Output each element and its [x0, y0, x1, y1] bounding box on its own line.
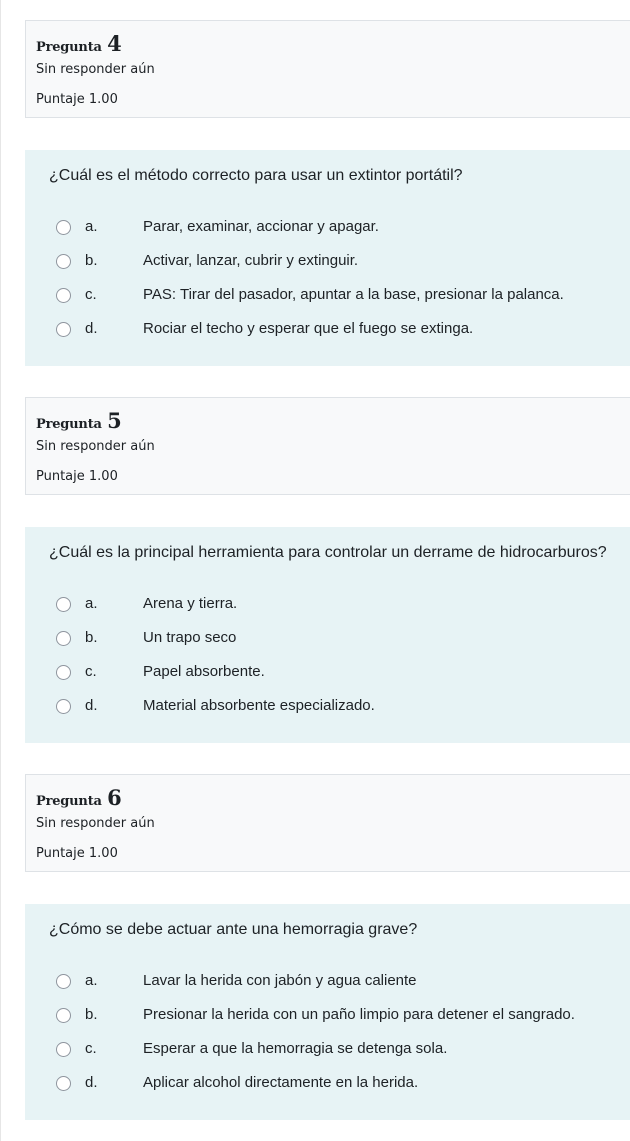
question-label: Pregunta [36, 40, 102, 55]
question-label: Pregunta [36, 794, 102, 809]
option-text[interactable]: Rociar el techo y esperar que el fuego se extinga. [143, 320, 474, 337]
radio-button[interactable] [56, 220, 71, 235]
option-text[interactable]: Parar, examinar, accionar y apagar. [143, 218, 379, 235]
question-number: 6 [107, 785, 122, 810]
radio-button[interactable] [56, 254, 71, 269]
option-text[interactable]: Aplicar alcohol directamente en la herida. [143, 1074, 419, 1091]
option-letter: d. [85, 697, 98, 714]
answer-option-b[interactable] [56, 629, 630, 649]
option-letter: c. [85, 663, 97, 680]
question-info-5 [25, 397, 630, 495]
question-content-5 [25, 527, 630, 743]
radio-button[interactable] [56, 322, 71, 337]
question-state: Sin responder aún [36, 816, 155, 831]
radio-button[interactable] [56, 597, 71, 612]
question-text: ¿Cuál es el método correcto para usar un extintor portátil? [49, 167, 463, 184]
answer-option-c[interactable] [56, 663, 630, 683]
question-text: ¿Cuál es la principal herramienta para controlar un derrame de hidrocarburos? [49, 544, 607, 561]
question-state: Sin responder aún [36, 62, 155, 77]
question-heading [36, 31, 122, 56]
radio-button[interactable] [56, 699, 71, 714]
option-text[interactable]: Esperar a que la hemorragia se detenga sola. [143, 1040, 448, 1057]
answer-option-c[interactable] [56, 1040, 630, 1060]
answer-option-c[interactable] [56, 286, 630, 306]
option-letter: b. [85, 252, 98, 269]
option-text[interactable]: Activar, lanzar, cubrir y extinguir. [143, 252, 359, 269]
option-text[interactable]: Presionar la herida con un paño limpio para detener el sangrado. [143, 1006, 575, 1023]
question-grade: Puntaje 1.00 [36, 846, 118, 861]
option-letter: c. [85, 286, 97, 303]
answer-option-a[interactable] [56, 218, 630, 238]
question-number: 5 [107, 408, 122, 433]
option-text[interactable]: Un trapo seco [143, 629, 237, 646]
question-grade: Puntaje 1.00 [36, 469, 118, 484]
radio-button[interactable] [56, 974, 71, 989]
option-letter: b. [85, 629, 98, 646]
radio-button[interactable] [56, 1042, 71, 1057]
option-letter: a. [85, 595, 98, 612]
question-content-6 [25, 904, 630, 1120]
answer-option-d[interactable] [56, 1074, 630, 1094]
option-text[interactable]: Papel absorbente. [143, 663, 265, 680]
radio-button[interactable] [56, 1008, 71, 1023]
question-label: Pregunta [36, 417, 102, 432]
question-content-4 [25, 150, 630, 366]
answer-option-d[interactable] [56, 320, 630, 340]
radio-button[interactable] [56, 665, 71, 680]
question-text: ¿Cómo se debe actuar ante una hemorragia grave? [49, 921, 418, 938]
option-text[interactable]: Arena y tierra. [143, 595, 238, 612]
question-info-4 [25, 20, 630, 118]
question-heading [36, 408, 122, 433]
radio-button[interactable] [56, 288, 71, 303]
answer-option-d[interactable] [56, 697, 630, 717]
answer-option-b[interactable] [56, 252, 630, 272]
radio-button[interactable] [56, 631, 71, 646]
option-letter: c. [85, 1040, 97, 1057]
option-letter: a. [85, 218, 98, 235]
answer-option-b[interactable] [56, 1006, 630, 1026]
option-letter: b. [85, 1006, 98, 1023]
radio-button[interactable] [56, 1076, 71, 1091]
answer-option-a[interactable] [56, 972, 630, 992]
question-state: Sin responder aún [36, 439, 155, 454]
option-letter: a. [85, 972, 98, 989]
option-letter: d. [85, 320, 98, 337]
option-letter: d. [85, 1074, 98, 1091]
option-text[interactable]: Lavar la herida con jabón y agua caliente [143, 972, 417, 989]
option-text[interactable]: Material absorbente especializado. [143, 697, 375, 714]
question-number: 4 [107, 31, 122, 56]
answer-option-a[interactable] [56, 595, 630, 615]
page-left-border [0, 0, 1, 1141]
question-heading [36, 785, 122, 810]
question-info-6 [25, 774, 630, 872]
option-text[interactable]: PAS: Tirar del pasador, apuntar a la base, presionar la palanca. [143, 286, 564, 303]
question-grade: Puntaje 1.00 [36, 92, 118, 107]
